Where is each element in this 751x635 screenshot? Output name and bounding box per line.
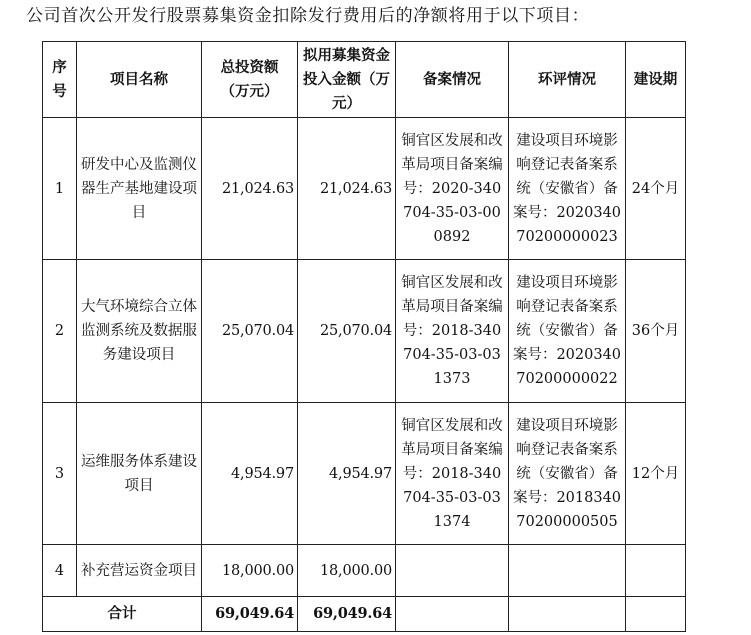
row-total: 25,070.04	[202, 260, 298, 403]
row-filing: 铜官区发展和改革局项目备案编号：2018-340704-35-03-031373	[396, 260, 509, 403]
total-total: 69,049.64	[202, 597, 298, 632]
row-eia: 建设项目环境影响登记表备案系统（安徽省）备案号：202034070200000023	[509, 118, 626, 260]
table-row	[43, 545, 686, 597]
row-name: 运维服务体系建设项目	[77, 403, 202, 545]
header-total: 总投资额（万元）	[202, 42, 298, 118]
header-name: 项目名称	[77, 42, 202, 118]
total-row	[43, 597, 686, 632]
total-eia-empty	[509, 597, 626, 632]
header-period: 建设期	[626, 42, 686, 118]
header-seq: 序号	[43, 42, 77, 118]
header-eia: 环评情况	[509, 42, 626, 118]
row-raised: 25,070.04	[298, 260, 396, 403]
row-eia: 建设项目环境影响登记表备案系统（安徽省）备案号：201834070200000505	[509, 403, 626, 545]
row-eia	[509, 545, 626, 597]
row-name: 大气环境综合立体监测系统及数据服务建设项目	[77, 260, 202, 403]
row-filing	[396, 545, 509, 597]
row-period: 36个月	[626, 260, 686, 403]
row-period: 12个月	[626, 403, 686, 545]
total-raised: 69,049.64	[298, 597, 396, 632]
row-period	[626, 545, 686, 597]
total-filing-empty	[396, 597, 509, 632]
row-filing: 铜官区发展和改革局项目备案编号：2020-340704-35-03-000892	[396, 118, 509, 260]
row-eia: 建设项目环境影响登记表备案系统（安徽省）备案号：202034070200000022	[509, 260, 626, 403]
row-seq: 4	[43, 545, 77, 597]
total-label: 合计	[43, 597, 202, 632]
row-raised: 4,954.97	[298, 403, 396, 545]
table-row	[43, 403, 686, 545]
table-row	[43, 118, 686, 260]
header-filing: 备案情况	[396, 42, 509, 118]
intro-text: 公司首次公开发行股票募集资金扣除发行费用后的净额将用于以下项目：	[26, 6, 590, 26]
row-name: 补充营运资金项目	[77, 545, 202, 597]
row-name: 研发中心及监测仪器生产基地建设项目	[77, 118, 202, 260]
header-row	[43, 42, 686, 118]
table-row	[43, 260, 686, 403]
row-seq: 1	[43, 118, 77, 260]
total-period-empty	[626, 597, 686, 632]
row-raised: 18,000.00	[298, 545, 396, 597]
row-seq: 2	[43, 260, 77, 403]
row-seq: 3	[43, 403, 77, 545]
row-filing: 铜官区发展和改革局项目备案编号：2018-340704-35-03-031374	[396, 403, 509, 545]
row-total: 18,000.00	[202, 545, 298, 597]
row-period: 24个月	[626, 118, 686, 260]
projects-table	[42, 41, 686, 632]
header-raised: 拟用募集资金投入金额（万元）	[298, 42, 396, 118]
row-total: 4,954.97	[202, 403, 298, 545]
row-raised: 21,024.63	[298, 118, 396, 260]
row-total: 21,024.63	[202, 118, 298, 260]
